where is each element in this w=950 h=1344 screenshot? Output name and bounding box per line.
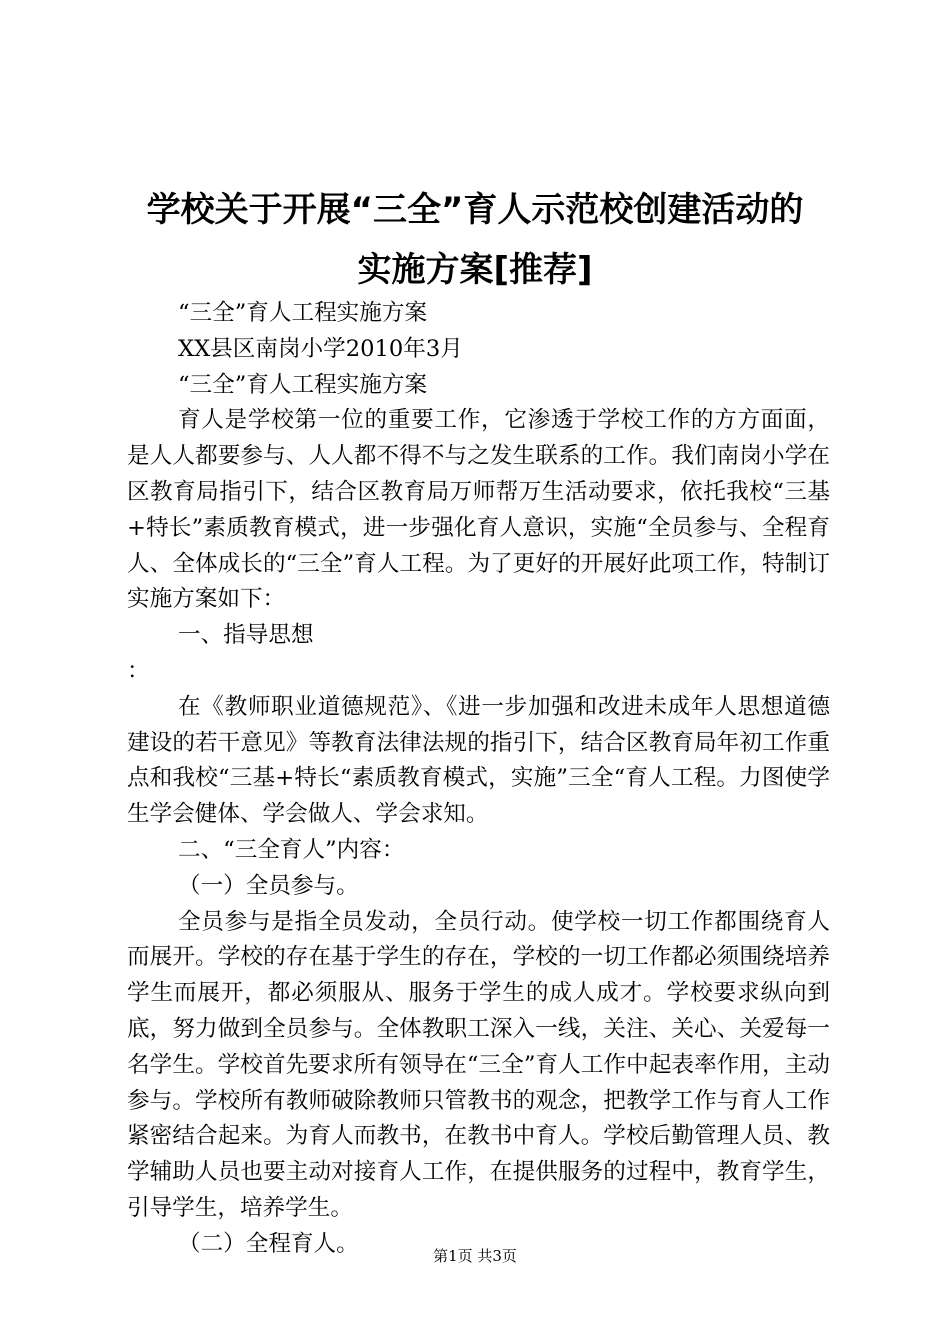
paragraph-full-participation: 全员参与是指全员发动，全员行动。使学校一切工作都围绕育人而展开。学校的存在基于学生的存在，学校的一切工作都必须围绕培养学生而展开，都必须服从、服务于学生的成人成才。学校要求纵向到底，努力做到全员参与。全体教职工深入一线，关注、关心、关爱每一名学生。学校首先要求所有领导在“三全”育人工作中起表率作用，主动参与。学校所有教师破除教师只管教书的观念，把教学工作与育人工作紧密结合起来。为育人而教书，在教书中育人。学校后勤管理人员、教学辅助人员也要主动对接育人工作，在提供服务的过程中，教育学生，引导学生，培养学生。 (127, 908, 830, 1221)
document-body (127, 296, 830, 1263)
document-title-line-1: 学校关于开展“三全”育人示范校创建活动的 (146, 190, 804, 230)
colon-line: ： (127, 657, 150, 684)
subsection-heading-1: （一）全员参与。 (178, 872, 359, 899)
page-footer: 第1页 共3页 (433, 1247, 517, 1265)
document-title-line-2: 实施方案[推荐] (357, 250, 593, 290)
paragraph-intro: 育人是学校第一位的重要工作，它渗透于学校工作的方方面面，是人人都要参与、人人都不得不与之发生联系的工作。我们南岗小学在区教育局指引下，结合区教育局万师帮万生活动要求，依托我校“三基+特长”素质教育模式，进一步强化育人意识，实施“全员参与、全程育人、全体成长的“三全”育人工程。为了更好的开展好此项工作，特制订实施方案如下： (127, 407, 830, 613)
paragraph-guiding-thought: 在《教师职业道德规范》、《进一步加强和改进未成年人思想道德建设的若干意见》等教育法律法规的指引下，结合区教育局年初工作重点和我校“三基+特长“素质教育模式，实施”三全“育人工程。力图使学生学会健体、学会做人、学会求知。 (127, 693, 830, 828)
author-date: XX县区南岗小学2010年3月 (178, 335, 463, 362)
section-heading-2: 二、“三全育人”内容： (178, 836, 405, 863)
subtitle: “三全”育人工程实施方案 (178, 300, 428, 326)
subtitle-repeat: “三全”育人工程实施方案 (178, 371, 428, 398)
section-heading-1: 一、指导思想 (178, 622, 314, 649)
subsection-heading-2: （二）全程育人。 (178, 1230, 359, 1257)
